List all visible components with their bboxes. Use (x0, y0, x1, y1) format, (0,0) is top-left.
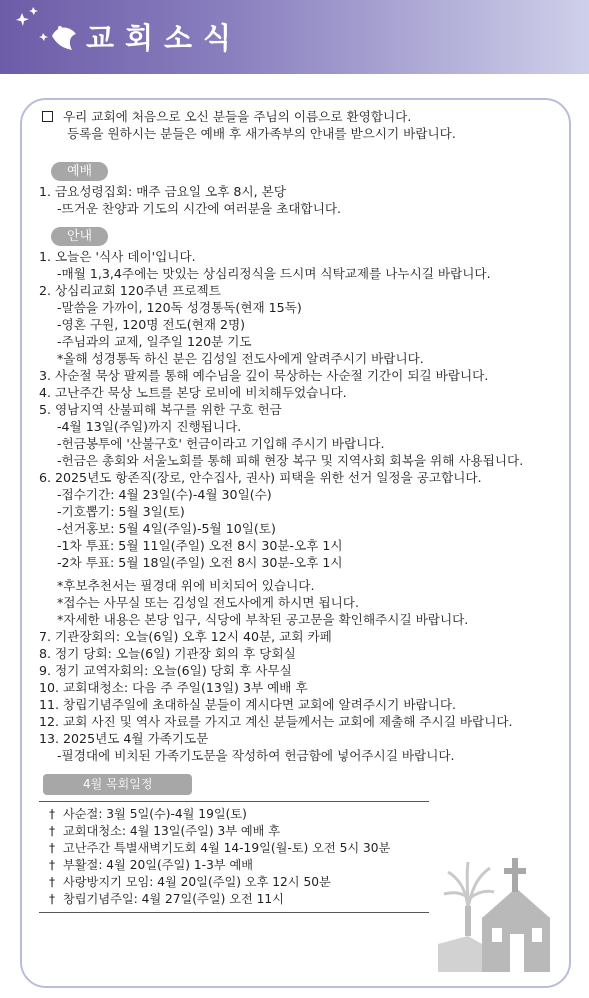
schedule-item (49, 806, 429, 823)
schedule-text: 창립기념주일: 4월 27일(주일) 오전 11시 (63, 892, 284, 906)
welcome-line: 등록을 원하시는 분들은 예배 후 새가족부의 안내를 받으시기 바랍니다. (67, 126, 456, 141)
item-title: 9. 정기 교역자회의: 오늘(6일) 당회 후 사무실 (39, 663, 292, 678)
cross-icon: † (49, 892, 56, 906)
list-item (39, 367, 559, 384)
schedule-text: 부활절: 4월 20일(주일) 1-3부 예배 (63, 858, 254, 872)
schedule-text: 고난주간 특별새벽기도회 4월 14-19일(월-토) 오전 5시 30분 (63, 841, 391, 855)
item-detail: -매월 1,3,4주에는 맛있는 상심리정식을 드시며 식탁교제를 나누시길 바랍니다. (57, 266, 491, 281)
worship-list (39, 183, 559, 217)
item-title: 4. 고난주간 묵상 노트를 본당 로비에 비치해두었습니다. (39, 385, 347, 400)
schedule-item (49, 823, 429, 840)
schedule-item (49, 840, 429, 857)
item-detail: -선거홍보: 5월 4일(주일)-5월 10일(토) (57, 521, 276, 536)
item-title: 8. 정기 당회: 오늘(6일) 기관장 회의 후 당회실 (39, 646, 296, 661)
item-detail: -접수기간: 4월 23일(수)-4월 30일(수) (57, 487, 272, 502)
welcome-line: 우리 교회에 처음으로 오신 분들을 주님의 이름으로 환영합니다. (63, 109, 412, 124)
section-label-notices: 안내 (51, 227, 108, 246)
item-note: *후보추천서는 필경대 위에 비치되어 있습니다. (57, 578, 315, 593)
schedule-list (39, 801, 429, 913)
item-detail: -말씀을 가까이, 120독 성경통독(현재 15독) (57, 300, 302, 315)
list-item (39, 628, 559, 645)
item-note: *자세한 내용은 본당 입구, 식당에 부착된 공고문을 확인해주시길 바랍니다. (57, 612, 469, 627)
item-detail: -2차 투표: 5월 18일(주일) 오전 8시 30분-오후 1시 (57, 555, 343, 570)
item-detail: -기호뽑기: 5월 3일(토) (57, 504, 185, 519)
cross-icon: † (49, 841, 56, 855)
schedule-text: 사순절: 3월 5일(수)-4월 19일(토) (63, 807, 247, 821)
list-item (39, 696, 559, 713)
cross-icon: † (49, 807, 56, 821)
church-illustration-icon (438, 848, 560, 972)
welcome-message (39, 108, 559, 142)
item-detail: -주님과의 교제, 일주일 120분 기도 (57, 334, 252, 349)
item-title: 5. 영남지역 산불피해 복구를 위한 구호 헌금 (39, 402, 282, 417)
list-item (39, 679, 559, 696)
item-detail: -뜨거운 찬양과 기도의 시간에 여러분을 초대합니다. (57, 201, 342, 216)
item-detail: *올해 성경통독 하신 분은 김성일 전도사에게 알려주시기 바랍니다. (57, 351, 424, 366)
cross-icon: † (49, 875, 56, 889)
item-title: 3. 사순절 묵상 팔찌를 통해 예수님을 깊이 묵상하는 사순절 기간이 되길 바랍니다. (39, 368, 489, 383)
item-note: *접수는 사무실 또는 김성일 전도사에게 하시면 됩니다. (57, 595, 359, 610)
content (39, 108, 559, 913)
schedule-item (49, 857, 429, 874)
item-title: 1. 오늘은 '식사 데이'입니다. (39, 249, 196, 264)
list-item (39, 645, 559, 662)
cross-icon: † (49, 858, 56, 872)
header-banner (0, 0, 589, 74)
item-detail: -필경대에 비치된 가족기도문을 작성하여 헌금함에 넣어주시길 바랍니다. (57, 748, 455, 763)
item-title: 6. 2025년도 항존직(장로, 안수집사, 권사) 피택을 위한 선거 일정을 공고합니다. (39, 470, 482, 485)
schedule-text: 교회대청소: 4월 13일(주일) 3부 예배 후 (63, 824, 281, 838)
schedule-item (49, 874, 429, 891)
list-item (39, 469, 559, 628)
section-label-worship: 예배 (51, 162, 108, 181)
list-item (39, 282, 559, 367)
item-title: 2. 상심리교회 120주년 프로젝트 (39, 283, 221, 298)
item-detail: -영혼 구원, 120명 전도(현재 2명) (57, 317, 246, 332)
notice-list (39, 248, 559, 764)
item-detail: -4월 13일(주일)까지 진행됩니다. (57, 419, 242, 434)
cross-icon: † (49, 824, 56, 838)
item-detail: -헌금봉투에 '산불구호' 헌금이라고 기입해 주시기 바랍니다. (57, 436, 385, 451)
list-item (39, 713, 559, 730)
page-title: 교회소식 (86, 21, 243, 55)
item-detail: -헌금은 총회와 서울노회를 통해 피해 현장 복구 및 지역사회 회복을 위해 사용됩니다. (57, 453, 524, 468)
list-item (39, 662, 559, 679)
list-item (39, 401, 559, 469)
item-title: 13. 2025년도 4월 가족기도문 (39, 731, 209, 746)
list-item (39, 183, 559, 217)
schedule-text: 사랑방지기 모임: 4월 20일(주일) 오후 12시 50분 (63, 875, 331, 889)
item-title: 7. 기관장회의: 오늘(6일) 오후 12시 40분, 교회 카페 (39, 629, 332, 644)
checkbox-square-icon (42, 111, 53, 122)
dove-icon (14, 6, 84, 66)
list-item (39, 384, 559, 401)
item-detail: -1차 투표: 5월 11일(주일) 오전 8시 30분-오후 1시 (57, 538, 343, 553)
list-item (39, 730, 559, 764)
item-title: 12. 교회 사진 및 역사 자료를 가지고 계신 분들께서는 교회에 제출해 주시길 바랍니다. (39, 714, 513, 729)
item-title: 10. 교회대청소: 다음 주 주일(13일) 3부 예배 후 (39, 680, 308, 695)
list-item (39, 248, 559, 282)
schedule-item (49, 891, 429, 908)
item-title: 11. 창립기념주일에 초대하실 분들이 계시다면 교회에 알려주시기 바랍니다. (39, 697, 457, 712)
item-title: 1. 금요성령집회: 매주 금요일 오후 8시, 본당 (39, 184, 286, 199)
section-label-schedule: 4월 목회일정 (43, 774, 192, 795)
